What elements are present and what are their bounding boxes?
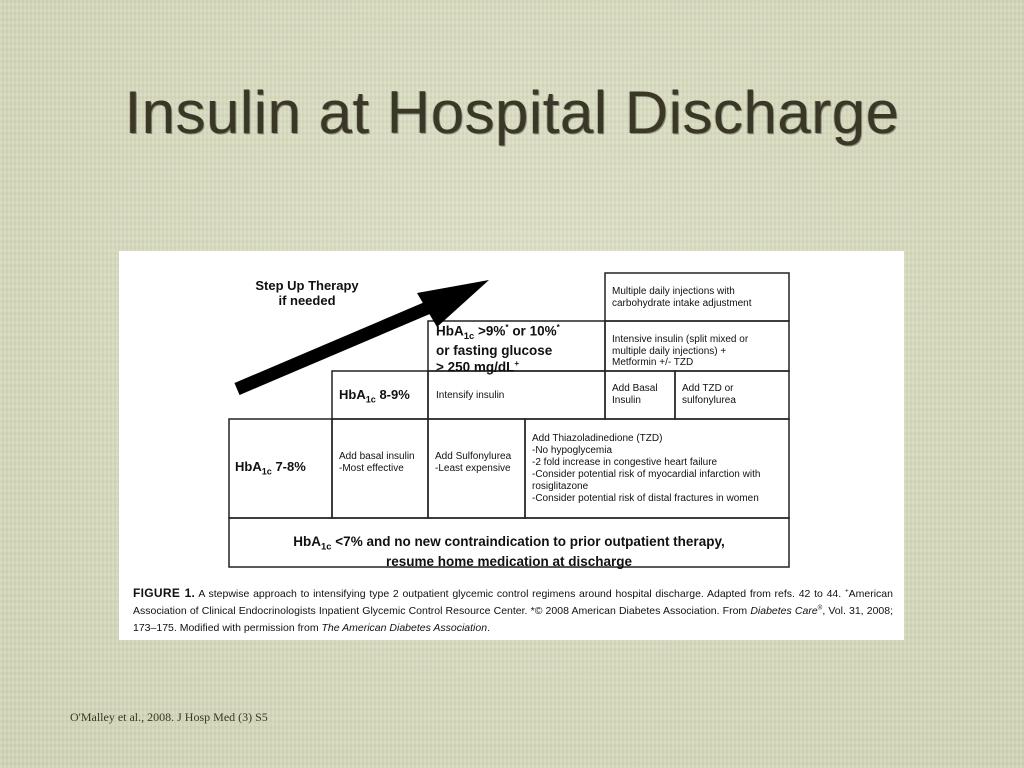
mdi-text: Multiple daily injections with carbohydrate intake adjustment	[612, 286, 752, 309]
figure-label: FIGURE 1.	[133, 586, 196, 600]
figure-caption: FIGURE 1. A stepwise approach to intensifying type 2 outpatient glycemic control regimens around hospital discharge. Adapted from refs. 42 to 44. +American Association of Clinical Endocrinologists Inpatient Glycemic Control Resource Center. *© 2008 American Diabetes Association. From Diabetes Care®, Vol. 31, 2008; 173–175. Modified with permission from The American Diabetes Association.	[133, 586, 894, 635]
hba1c-low-text: HbA$_{1c}$ <7% and no new contraindication to prior outpatient therapy, resume home medication at discharge	[293, 534, 725, 569]
intensive-text: Intensive insulin (split mixed or multiple daily injections) + Metformin +/- TZD	[612, 334, 749, 368]
step-up-arrow-head	[417, 280, 489, 327]
step-up-arrow-shaft	[237, 303, 439, 389]
basal-78-text: Add basal insulin -Most effective	[339, 451, 415, 474]
hba1c-high-text: HbA$_{1c}$ >9%* or 10%* or fasting glucose > 250 mg/dL+	[436, 323, 560, 375]
add-tzd-89-text: Add TZD or sulfonylurea	[682, 383, 736, 406]
intensify-text: Intensify insulin	[436, 390, 505, 401]
slide-title: Insulin at Hospital Discharge	[124, 79, 900, 146]
figure-panel	[119, 251, 904, 640]
tzd-78-text: Add Thiazoladinedione (TZD) -No hypoglycemia -2 fold increase in congestive heart failure -Consider potential risk of myocardial infarction with rosiglitazone -Consider potential risk of distal fractures in women	[532, 433, 761, 504]
slide-citation: O'Malley et al., 2008. J Hosp Med (3) S5	[70, 710, 268, 724]
hba1c-89-text: HbA$_{1c}$ 8-9%	[339, 387, 410, 405]
sulf-78-text: Add Sulfonylurea -Least expensive	[435, 451, 512, 474]
add-basal-89-text: Add Basal Insulin	[612, 383, 658, 406]
step-up-label: Step Up Therapy if needed	[255, 278, 359, 308]
hba1c-78-text: HbA$_{1c}$ 7-8%	[235, 459, 306, 477]
figure-grid	[119, 251, 904, 640]
